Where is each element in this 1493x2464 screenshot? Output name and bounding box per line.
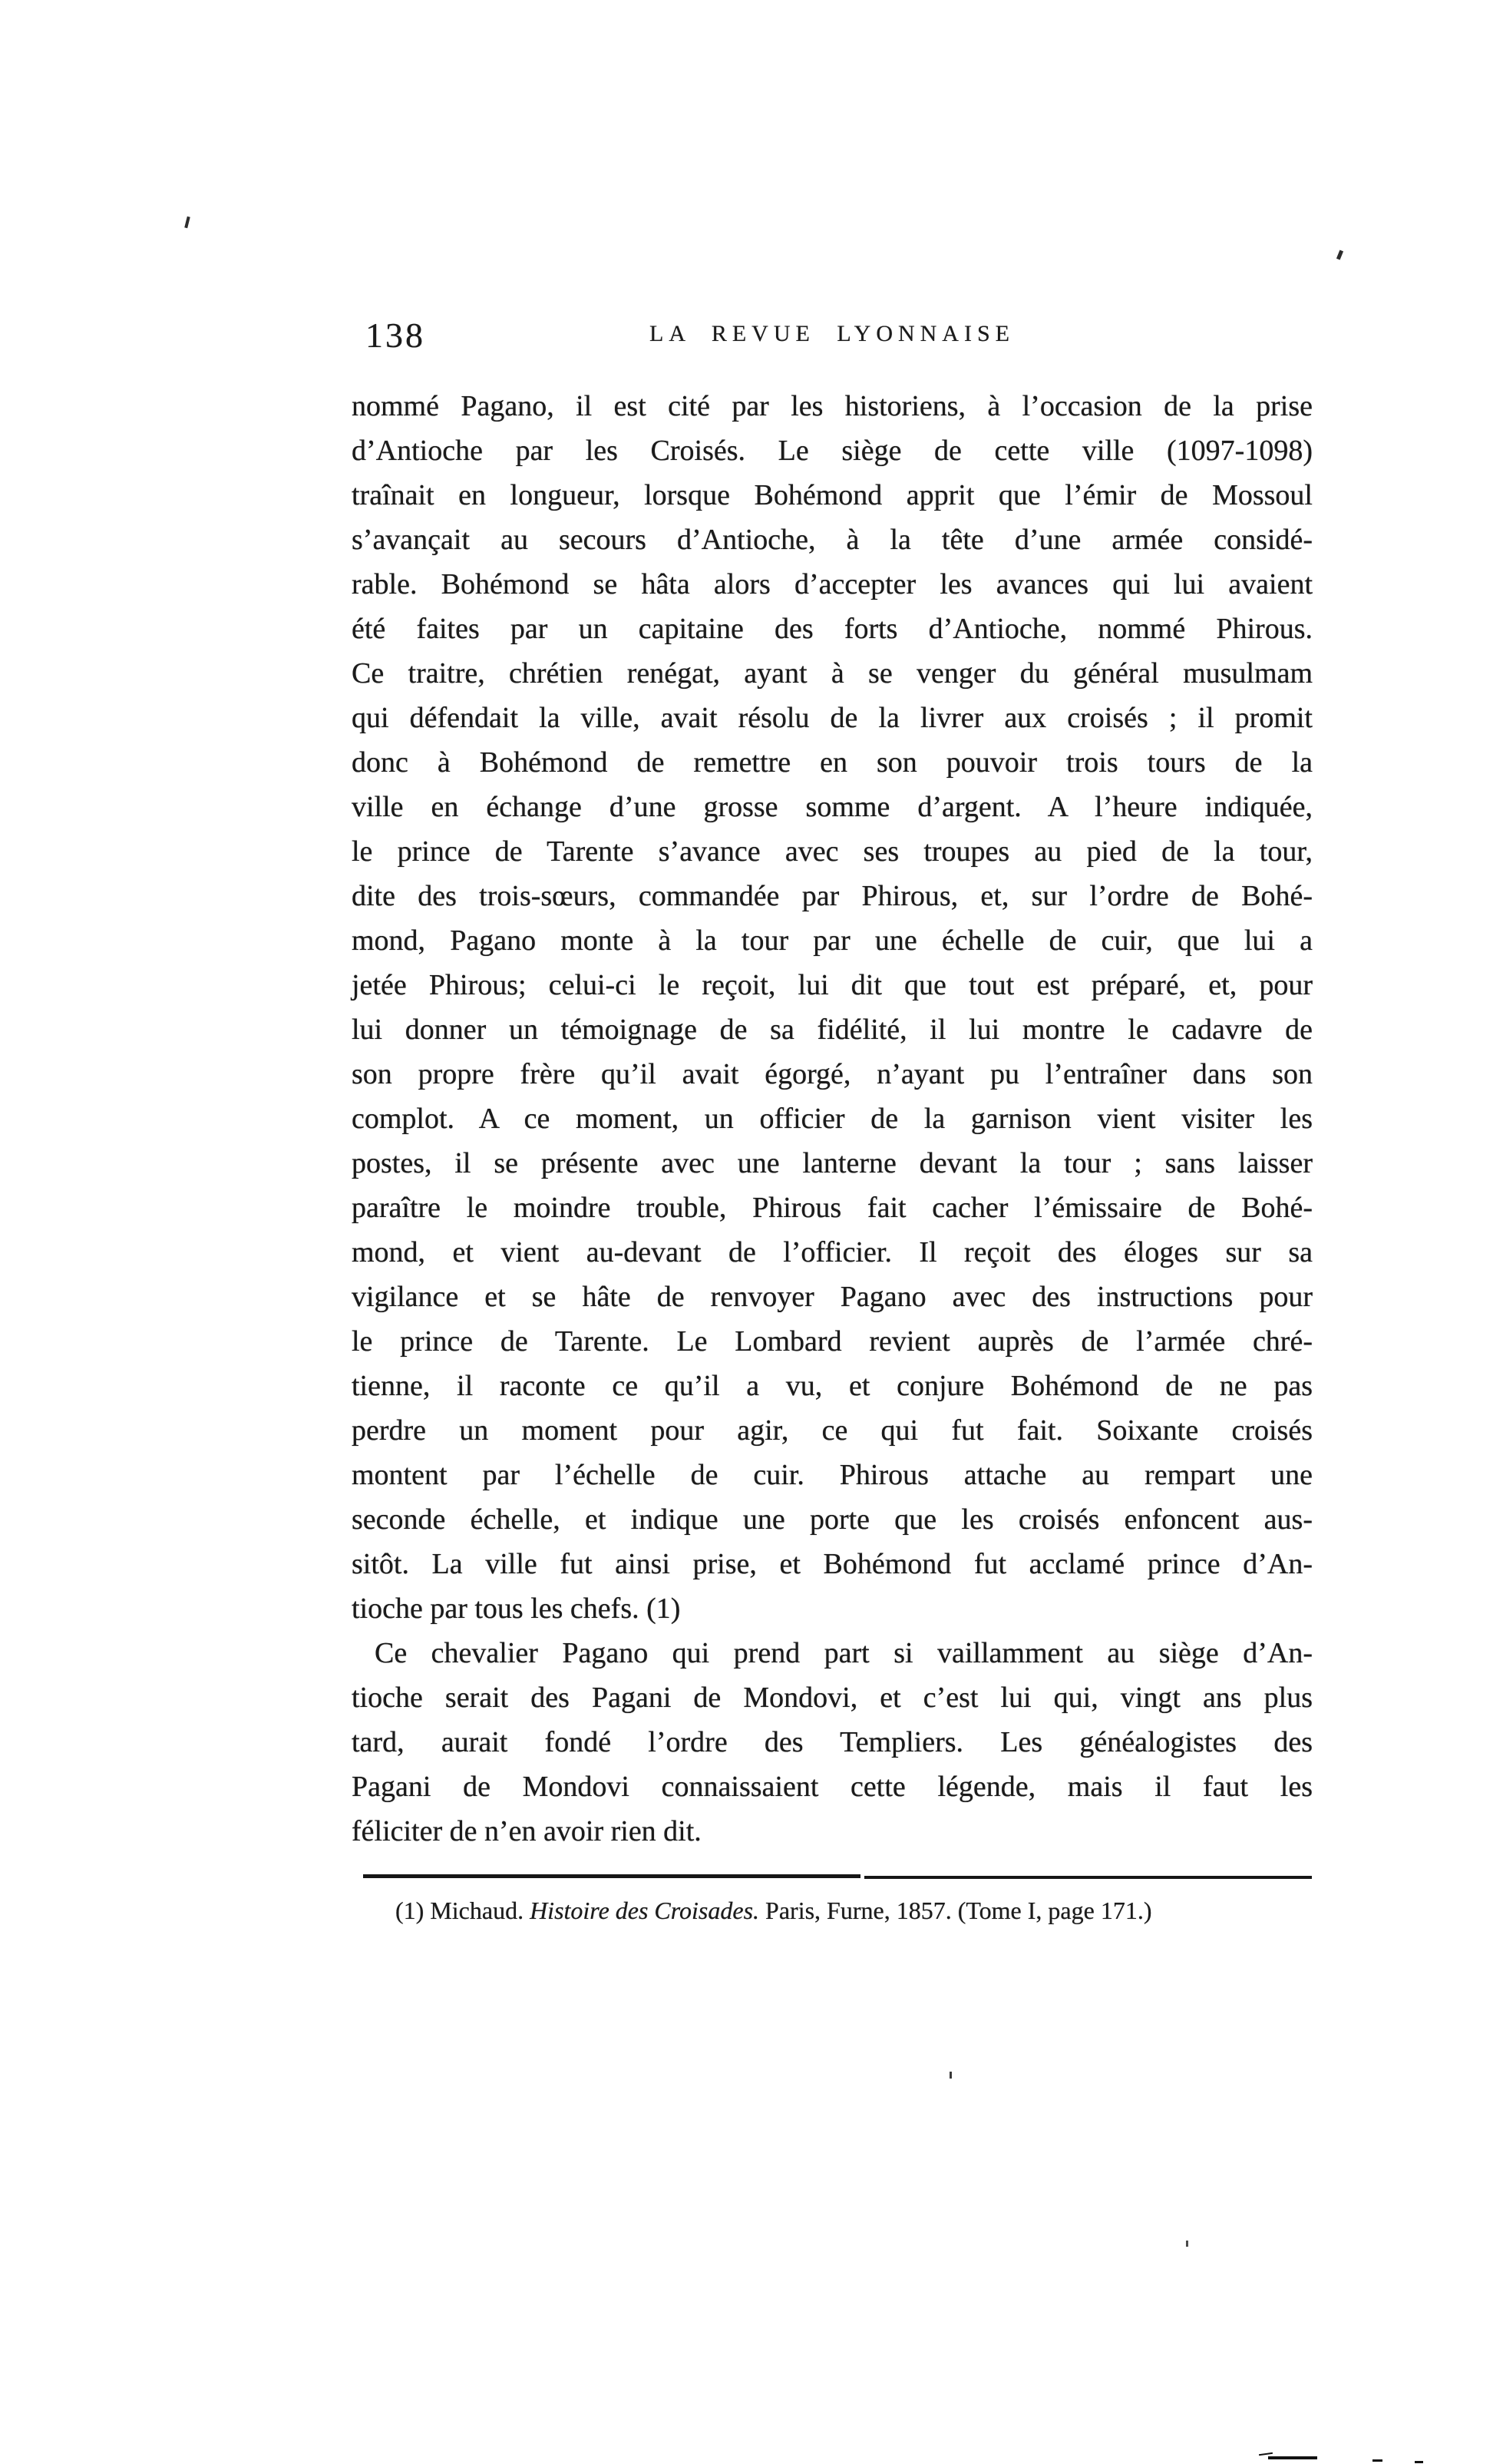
scan-edge-artifact — [1259, 2452, 1273, 2456]
text-line: Ce chevalier Pagano qui prend part si vaillamment au siège d’An- — [375, 1637, 1313, 1669]
text-line: féliciter de n’en avoir rien dit. — [352, 1815, 702, 1847]
text-line: son propre frère qu’il avait égorgé, n’ayant pu l’entraîner dans son — [352, 1058, 1313, 1090]
text-line: été faites par un capitaine des forts d’Antioche, nommé Phirous. — [352, 613, 1313, 645]
text-line: s’avançait au secours d’Antioche, à la tête d’une armée considé- — [352, 524, 1313, 556]
text-line: sitôt. La ville fut ainsi prise, et Bohémond fut acclamé prince d’An- — [352, 1548, 1313, 1580]
text-line: seconde échelle, et indique une porte que les croisés enfoncent aus- — [352, 1503, 1313, 1536]
scan-speck — [950, 2072, 952, 2079]
text-line: mond, Pagano monte à la tour par une échelle de cuir, que lui a — [352, 924, 1313, 957]
text-line: perdre un moment pour agir, ce qui fut fait. Soixante croisés — [352, 1414, 1313, 1447]
footnote-rule-segment — [864, 1876, 1312, 1879]
text-line: nommé Pagano, il est cité par les historiens, à l’occasion de la prise — [352, 390, 1313, 422]
scan-speck — [184, 217, 190, 229]
text-line: postes, il se présente avec une lanterne devant la tour ; sans laisser — [352, 1147, 1313, 1179]
text-line: qui défendait la ville, avait résolu de la livrer aux croisés ; il promit — [352, 702, 1313, 734]
footnote-rule-segment — [363, 1874, 860, 1878]
text-line: tard, aurait fondé l’ordre des Templiers. Les généalogistes des — [352, 1726, 1313, 1758]
paragraph-2 — [352, 1631, 1313, 1854]
footnote-work-title: Histoire des Croisades. — [530, 1897, 760, 1924]
text-line: le prince de Tarente s’avance avec ses troupes au pied de la tour, — [352, 835, 1313, 868]
scan-edge-artifact — [1415, 2461, 1423, 2463]
footnote-publication-info: Paris, Furne, 1857. (Tome I, page 171.) — [759, 1897, 1152, 1924]
scan-edge-artifact — [1372, 2459, 1382, 2462]
text-line: donc à Bohémond de remettre en son pouvoir trois tours de la — [352, 746, 1313, 779]
text-line: mond, et vient au-devant de l’officier. Il reçoit des éloges sur sa — [352, 1236, 1313, 1268]
body-text-block — [352, 384, 1313, 1854]
text-line: le prince de Tarente. Le Lombard revient auprès de l’armée chré- — [352, 1325, 1313, 1358]
text-line: dite des trois-sœurs, commandée par Phirous, et, sur l’ordre de Bohé- — [352, 880, 1313, 912]
scan-speck — [1186, 2241, 1188, 2247]
text-line: Pagani de Mondovi connaissaient cette légende, mais il faut les — [352, 1771, 1313, 1803]
text-line: d’Antioche par les Croisés. Le siège de cette ville (1097-1098) — [352, 435, 1313, 467]
journal-title: LA REVUE LYONNAISE — [649, 321, 1015, 346]
text-line: lui donner un témoignage de sa fidélité, il lui montre le cadavre de — [352, 1014, 1313, 1046]
page-header — [352, 315, 1313, 355]
text-line: jetée Phirous; celui-ci le reçoit, lui dit que tout est préparé, et, pour — [352, 969, 1313, 1001]
text-line: Ce traitre, chrétien renégat, ayant à se venger du général musulmam — [352, 657, 1313, 690]
text-line: montent par l’échelle de cuir. Phirous attache au rempart une — [352, 1459, 1313, 1491]
footnote-marker-author: (1) Michaud. — [395, 1897, 530, 1924]
text-line: tioche par tous les chefs. (1) — [352, 1593, 681, 1625]
text-line: paraître le moindre trouble, Phirous fait cacher l’émissaire de Bohé- — [352, 1192, 1313, 1224]
text-line: vigilance et se hâte de renvoyer Pagano avec des instructions pour — [352, 1281, 1313, 1313]
text-line: tioche serait des Pagani de Mondovi, et c’est lui qui, vingt ans plus — [352, 1682, 1313, 1714]
text-line: ville en échange d’une grosse somme d’argent. A l’heure indiquée, — [352, 791, 1313, 823]
page-number: 138 — [365, 316, 425, 355]
scan-speck — [1336, 250, 1343, 260]
text-line: complot. A ce moment, un officier de la garnison vient visiter les — [352, 1103, 1313, 1135]
text-line: traînait en longueur, lorsque Bohémond apprit que l’émir de Mossoul — [352, 479, 1313, 511]
text-line: tienne, il raconte ce qu’il a vu, et conjure Bohémond de ne pas — [352, 1370, 1313, 1402]
scan-edge-artifact — [1268, 2456, 1317, 2459]
paragraph-1 — [352, 384, 1313, 1631]
text-line: rable. Bohémond se hâta alors d’accepter les avances qui lui avaient — [352, 568, 1313, 600]
footnote — [395, 1893, 1313, 1927]
